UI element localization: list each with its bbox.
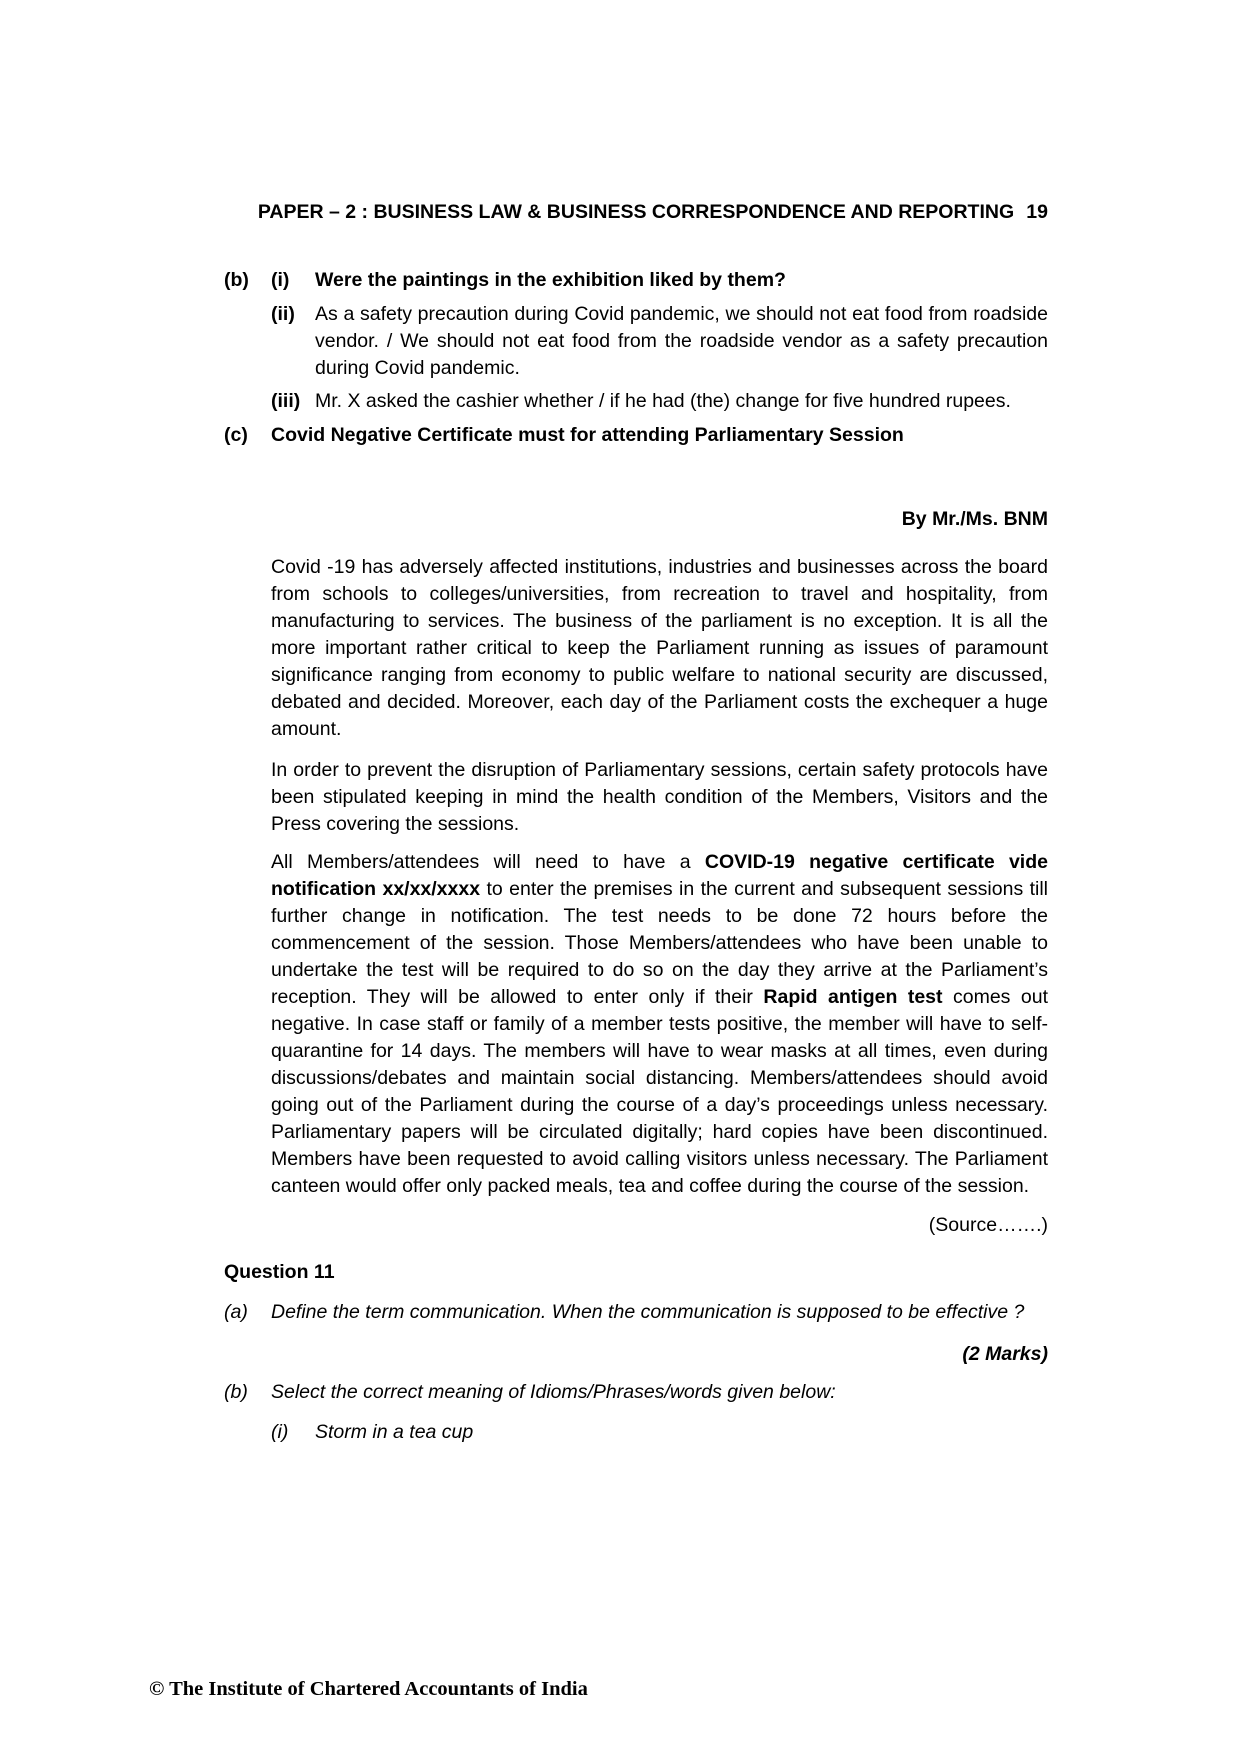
question-part-b xyxy=(224,1379,1048,1406)
section-b-item-1 xyxy=(224,267,1048,294)
sub-item-label: (i) xyxy=(271,1421,289,1443)
paragraph: All Members/attendees will need to have a COVID-19 negative certificate vide notification xx/xx/xxxx to enter the premises in the current and subsequent sessions till further change in notification. The test needs to be done 72 hours before the commencement of the session. Those Members/attendees who have been unable to undertake the test will be required to do so on the day they arrive at the Parliament’s reception. They will be allowed to enter only if their Rapid antigen test comes out negative. In case staff or family of a member tests positive, the member will have to self-quarantine for 14 days. The members will have to wear masks at all times, even during discussions/debates and maintain social distancing. Members/attendees should avoid going out of the Parliament during the course of a day’s proceedings unless necessary. Parliamentary papers will be circulated digitally; hard copies have been discontinued. Members have been requested to avoid calling visitors unless necessary. The Parliament canteen would offer only packed meals, tea and coffee during the course of the session. xyxy=(271,851,1049,1197)
page-number: 19 xyxy=(1026,201,1048,223)
question-part-b-item-1 xyxy=(224,1419,1048,1446)
marks-label: (2 Marks) xyxy=(962,1343,1048,1365)
part-label: (b) xyxy=(224,1381,248,1403)
section-c-heading-row xyxy=(224,422,1048,449)
page-header xyxy=(224,199,1048,226)
question-part-a xyxy=(224,1299,1048,1326)
item-text: Mr. X asked the cashier whether / if he had (the) change for five hundred rupees. xyxy=(315,390,1011,412)
byline: By Mr./Ms. BNM xyxy=(901,508,1048,530)
paragraph: Covid -19 has adversely affected institutions, industries and businesses across the board from schools to colleges/universities, from recreation to travel and hospitality, from manufacturing to services. The business of the parliament is no exception. It is all the more important rather critical to keep the Parliament running as issues of paramount significance ranging from economy to public welfare to national security are discussed, debated and decided. Moreover, each day of the Parliament costs the exchequer a huge amount. xyxy=(271,556,1048,740)
section-b-item-2 xyxy=(224,301,1048,382)
paragraph: In order to prevent the disruption of Parliamentary sessions, certain safety protocols have been stipulated keeping in mind the health condition of the Members, Visitors and the Press covering the sessions. xyxy=(271,759,1048,835)
sub-item-text: Storm in a tea cup xyxy=(315,1421,474,1443)
part-text: Select the correct meaning of Idioms/Phrases/words given below: xyxy=(271,1381,836,1403)
question-title: Question 11 xyxy=(224,1261,335,1283)
part-text: Define the term communication. When the communication is supposed to be effective ? xyxy=(271,1301,1025,1323)
source-note: (Source…….) xyxy=(928,1214,1048,1236)
item-label: (i) xyxy=(271,269,290,291)
item-text: Were the paintings in the exhibition liked by them? xyxy=(315,269,786,291)
section-b-item-3 xyxy=(224,388,1048,415)
section-b-label: (b) xyxy=(224,269,249,291)
section-c-heading: Covid Negative Certificate must for attending Parliamentary Session xyxy=(271,424,904,446)
item-label: (ii) xyxy=(271,303,295,325)
paper-title: PAPER – 2 : BUSINESS LAW & BUSINESS CORRESPONDENCE AND REPORTING xyxy=(257,201,1015,223)
part-label: (a) xyxy=(224,1301,248,1323)
page-content xyxy=(224,267,1048,1446)
item-text: As a safety precaution during Covid pandemic, we should not eat food from roadside vendor. / We should not eat food from the roadside vendor as a safety precaution during Covid pandemic. xyxy=(315,303,1048,379)
section-c-label: (c) xyxy=(224,424,248,446)
footer-copyright: © The Institute of Chartered Accountants of India xyxy=(149,1678,588,1700)
item-label: (iii) xyxy=(271,390,301,412)
